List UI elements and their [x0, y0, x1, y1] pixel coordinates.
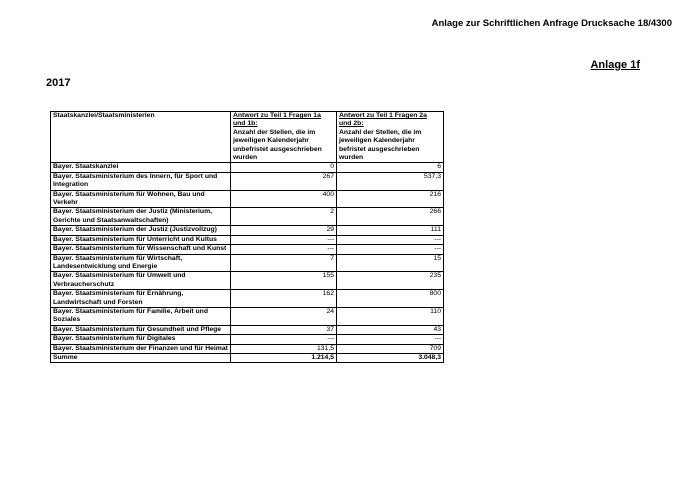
unbefristet-cell: 155: [231, 272, 337, 290]
document-header-note: Anlage zur Schriftlichen Anfrage Drucksache 18/4300: [431, 18, 672, 29]
befristet-cell: 266: [337, 208, 444, 226]
column-header-befristet-description: Anzahl der Stellen, die im jeweiligen Kalenderjahr befristet ausgeschrieben wurden: [339, 128, 422, 162]
befristet-cell: ---: [337, 245, 444, 254]
ministry-name-cell: Bayer. Staatsministerium für Gesundheit und Pflege: [51, 325, 231, 334]
column-header-befristet-title: Antwort zu Teil 1 Fragen 2a und 2b:: [339, 112, 427, 128]
ministry-name-cell: Bayer. Staatsministerium des Innern, für Sport und Integration: [51, 172, 231, 190]
befristet-cell: 43: [337, 325, 444, 334]
befristet-cell: ---: [337, 335, 444, 344]
column-header-unbefristet: [231, 112, 337, 163]
table-row: [51, 245, 444, 254]
total-unbefristet: 1.214,5: [231, 353, 337, 362]
total-label: Summe: [51, 353, 231, 362]
ministry-name-cell: Bayer. Staatsministerium für Wissenschaft und Kunst: [51, 245, 231, 254]
befristet-cell: 800: [337, 290, 444, 308]
unbefristet-cell: 7: [231, 254, 337, 272]
table-row: [51, 172, 444, 190]
table-row: [51, 272, 444, 290]
befristet-cell: 110: [337, 307, 444, 325]
total-befristet: 3.048,3: [337, 353, 444, 362]
ministry-name-cell: Bayer. Staatsministerium für Unterricht und Kultus: [51, 235, 231, 244]
table-row: [51, 226, 444, 235]
befristet-cell: ---: [337, 235, 444, 244]
befristet-cell: 111: [337, 226, 444, 235]
unbefristet-cell: 400: [231, 190, 337, 208]
table-row: [51, 235, 444, 244]
table-total-row: [51, 353, 444, 362]
ministry-name-cell: Bayer. Staatskanzlei: [51, 163, 231, 172]
table-row: [51, 290, 444, 308]
unbefristet-cell: ---: [231, 235, 337, 244]
unbefristet-cell: ---: [231, 245, 337, 254]
column-header-befristet: [337, 112, 444, 163]
ministry-name-cell: Bayer. Staatsministerium der Finanzen und für Heimat: [51, 344, 231, 353]
table-row: [51, 208, 444, 226]
annex-label: Anlage 1f: [590, 59, 640, 71]
table-row: [51, 254, 444, 272]
ministry-name-cell: Bayer. Staatsministerium für Digitales: [51, 335, 231, 344]
unbefristet-cell: ---: [231, 335, 337, 344]
ministry-name-cell: Bayer. Staatsministerium für Wohnen, Bau und Verkehr: [51, 190, 231, 208]
table-row: [51, 190, 444, 208]
table-body: [51, 163, 444, 354]
table-row: [51, 344, 444, 353]
unbefristet-cell: 267: [231, 172, 337, 190]
befristet-cell: 216: [337, 190, 444, 208]
table-row: [51, 307, 444, 325]
unbefristet-cell: 2: [231, 208, 337, 226]
table-row: [51, 335, 444, 344]
unbefristet-cell: 37: [231, 325, 337, 334]
unbefristet-cell: 29: [231, 226, 337, 235]
year-heading: 2017: [46, 77, 71, 89]
unbefristet-cell: 24: [231, 307, 337, 325]
ministry-name-cell: Bayer. Staatsministerium für Umwelt und Verbraucherschutz: [51, 272, 231, 290]
column-header-unbefristet-title: Antwort zu Teil 1 Fragen 1a und 1b:: [233, 112, 321, 128]
ministry-name-cell: Bayer. Staatsministerium der Justiz (Ministerium, Gerichte und Staatsanwaltschaften): [51, 208, 231, 226]
unbefristet-cell: 162: [231, 290, 337, 308]
unbefristet-cell: 0: [231, 163, 337, 172]
staff-postings-table: [50, 111, 444, 363]
befristet-cell: 15: [337, 254, 444, 272]
table-row: [51, 325, 444, 334]
column-header-ministry: [51, 112, 231, 163]
befristet-cell: 6: [337, 163, 444, 172]
unbefristet-cell: 131,5: [231, 344, 337, 353]
column-header-ministry-title: Staatskanzlei/Staatsministerien: [53, 112, 155, 119]
table-header-row: [51, 112, 444, 163]
ministry-name-cell: Bayer. Staatsministerium für Familie, Arbeit und Soziales: [51, 307, 231, 325]
ministry-name-cell: Bayer. Staatsministerium für Wirtschaft, Landesentwicklung und Energie: [51, 254, 231, 272]
ministry-name-cell: Bayer. Staatsministerium für Ernährung, Landwirtschaft und Forsten: [51, 290, 231, 308]
befristet-cell: 709: [337, 344, 444, 353]
befristet-cell: 235: [337, 272, 444, 290]
column-header-unbefristet-description: Anzahl der Stellen, die im jeweiligen Kalenderjahr unbefristet ausgeschrieben wurden: [233, 128, 322, 162]
table-row: [51, 163, 444, 172]
ministry-name-cell: Bayer. Staatsministerium der Justiz (Justizvollzug): [51, 226, 231, 235]
befristet-cell: 537,3: [337, 172, 444, 190]
